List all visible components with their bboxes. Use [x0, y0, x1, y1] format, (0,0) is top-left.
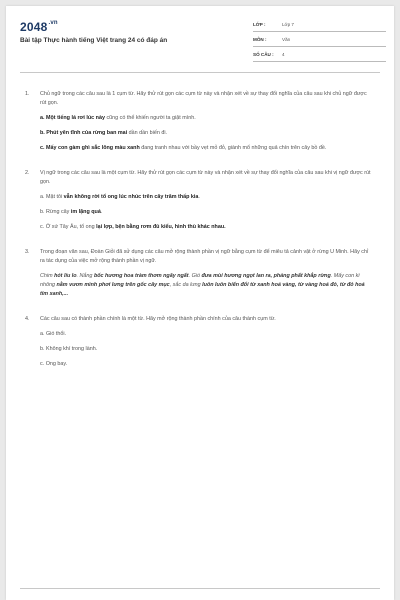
excerpt-predicate: hót líu lo: [54, 273, 77, 279]
logo-text: 2048: [20, 20, 48, 34]
question-3: [20, 248, 374, 299]
questions-list: [20, 90, 374, 385]
question-1: [20, 90, 374, 153]
option-highlight: Một tiếng lá rơi lúc này: [46, 115, 105, 121]
question-4: [20, 315, 374, 369]
meta-row-class: [253, 20, 386, 32]
question-number: 3.: [25, 249, 30, 255]
question-prompt: Trong đoạn văn sau, Đoàn Giỏi đã sử dụng các câu mở rộng thành phần vị ngữ bằng cụm từ để miêu tả cảnh vật ở rừng U Minh. Hãy chỉ ra tác dụng của việc mở rộng thành phần vị ngữ.: [40, 249, 369, 264]
meta-row-count: [253, 50, 386, 62]
option-subject: a. Mặt tôi: [40, 194, 64, 200]
question-number: 1.: [25, 91, 30, 97]
option-subject: b.: [40, 130, 47, 136]
document-page: [6, 6, 394, 600]
meta-row-subject: [253, 35, 386, 47]
excerpt-paragraph: [40, 272, 374, 299]
option-a: a. Gió thổi.: [40, 331, 67, 337]
footer-divider: [20, 588, 380, 589]
excerpt-segment: Chim: [40, 273, 55, 279]
option-c: [40, 144, 374, 153]
option-b: [40, 129, 374, 138]
excerpt-segment: . Mấy con kì nhông: [40, 273, 360, 288]
site-logo[interactable]: [20, 20, 58, 34]
question-prompt: Chủ ngữ trong các câu sau là 1 cụm từ. Hãy thử rút gọn các cụm từ này và nhận xét về sự thay đổi nghĩa của câu sau khi chủ ngữ được rút gọn.: [40, 91, 367, 106]
excerpt-predicate: đưa mùi hương ngọt lan ra, phảng phất khắp rừng: [201, 273, 331, 279]
option-a: [40, 114, 374, 123]
option-subject: c.: [40, 145, 46, 151]
question-number: 2.: [25, 170, 30, 176]
option-subject: c. Ở xứ Tây Âu, tổ ong: [40, 224, 97, 230]
option-c: [40, 223, 374, 232]
document-header: [6, 6, 394, 66]
excerpt-segment: . Gió: [188, 273, 202, 279]
excerpt-segment: , sắc da lưng: [169, 282, 203, 288]
meta-info: [253, 20, 386, 65]
excerpt-segment: . Nắng: [76, 273, 94, 279]
option-rest: đang tranh nhau với bầy vẹt mỏ đỏ, giành mổ những quả chín trên cây bồ đề.: [139, 145, 327, 151]
option-c: c. Ong bay.: [40, 361, 68, 367]
excerpt-predicate: bốc hương hoa tràm thơm ngây ngất: [93, 273, 189, 279]
question-number: 4.: [25, 316, 30, 322]
option-subject: b. Rừng cây: [40, 209, 71, 215]
question-prompt: Vị ngữ trong các câu sau là một cụm từ. Hãy thử rút gọn các cụm từ này và nhận xét về sự thay đổi nghĩa của câu sau khi vị ngữ được rút gọn.: [40, 170, 371, 185]
option-highlight: Mấy con gàm ghì sắc lông màu xanh: [46, 145, 140, 151]
option-rest: cũng có thể khiến người ta giật mình.: [104, 115, 196, 121]
option-highlight: im lặng quá: [70, 209, 101, 215]
meta-label: SỐ CÂU :: [253, 52, 274, 57]
excerpt-predicate: luôn luôn biến đổi từ xanh hoá vàng, từ vàng hoá đỏ, từ đỏ hoá tím xanh,...: [40, 282, 365, 297]
meta-value: Lớp 7: [282, 22, 294, 27]
option-b: b. Không khí trong lành.: [40, 346, 98, 352]
meta-value: 4: [282, 52, 285, 57]
question-prompt: Các câu sau có thành phần chính là một từ. Hãy mở rộng thành phần chính của câu thành cụm từ.: [40, 316, 276, 322]
meta-label: MÔN :: [253, 37, 267, 42]
option-rest: .: [198, 194, 200, 200]
option-a: [40, 193, 374, 202]
option-highlight: Phút yên tĩnh của rừng ban mai: [46, 130, 128, 136]
option-highlight: lại lợp, bện bằng rơm đủ kiểu, hình thù khác nhau.: [96, 224, 226, 230]
logo-suffix: .vn: [48, 20, 58, 26]
option-rest: dần dần biến đi.: [127, 130, 168, 136]
meta-label: LỚP :: [253, 22, 266, 27]
header-divider: [20, 72, 380, 73]
excerpt-predicate: nằm vươn mình phơi lưng trên gốc cây mục: [56, 282, 170, 288]
option-rest: .: [100, 209, 103, 215]
option-subject: a.: [40, 115, 46, 121]
document-title: Bài tập Thực hành tiếng Việt trang 24 có đáp án: [20, 37, 168, 44]
meta-value: Văn: [282, 37, 291, 42]
question-2: [20, 169, 374, 232]
option-highlight: vẫn không rời tổ ong lúc nhúc trên cây trâm thấp kia: [63, 194, 199, 200]
option-b: [40, 208, 374, 217]
